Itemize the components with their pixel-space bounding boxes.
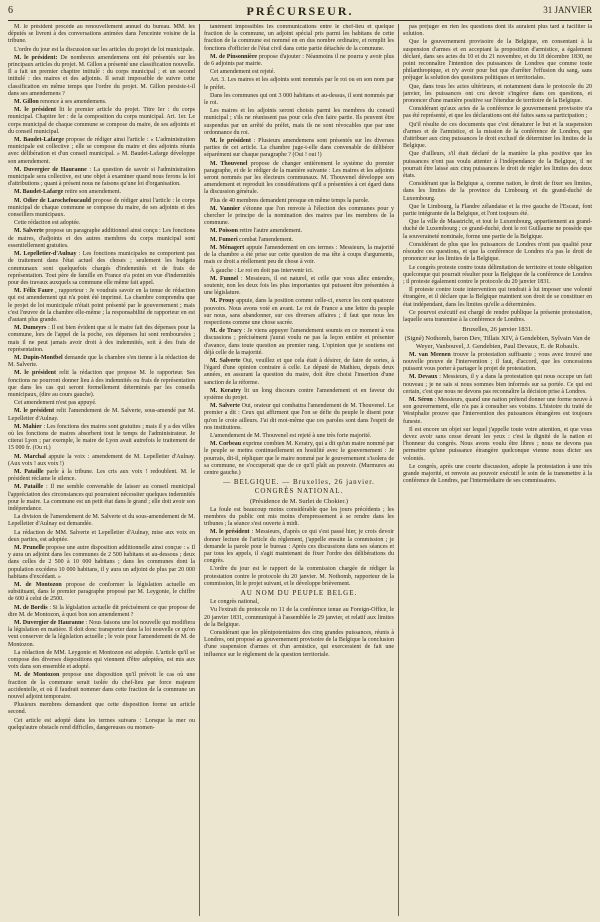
speaker-name: M. Funnel (210, 275, 239, 282)
paragraph-text: À gauche : Le roi en doit pas intervenir ici. (210, 267, 314, 274)
speaker-name: M. de Pinsonnière (210, 53, 258, 60)
newspaper-title: PRÉCURSEUR. (246, 4, 354, 18)
article-paragraph (403, 122, 592, 151)
paragraph-text: Que le Limbourg, la Flandre zélandaise et la rive gauche de l'Escaut, font partie intégrante de la Belgique, et l'ont toujours été. (403, 203, 592, 218)
article-paragraph (8, 325, 195, 354)
speaker-name: M. Dupin-Montbel (14, 354, 63, 361)
speaker-name: M. Prouy (210, 298, 235, 305)
article-paragraph (204, 630, 394, 659)
paragraph-text: Qu'il résulte de ces documents que c'est dénaturer le but et la suspension d'armes et de l'armistice, et la mission de la conférence de Londres, que d'attribuer aux cinq puissances le droit exclusif de déterminer les limites de la Belgique. (403, 121, 592, 150)
article-paragraph (8, 718, 195, 732)
article-paragraph (8, 55, 195, 98)
article-paragraph (8, 620, 195, 649)
paragraph-text: M. le président procède au renouvellement annuel du bureau. MM. les députés se livrent à des conversations animées dans l'enceinte voisine de la tribune. (8, 24, 195, 45)
speaker-name: M. Poisson (210, 228, 239, 235)
paragraph-text: appuie, dans la position comme celle-ci, exerce les cent quatorze pouvoirs. Nous avons voté en avant. Le roi de France a une lettre du peuple sur nous, sans abandonner, sur ces diverses affaires ; il faut que nous les respections comme une chose sacrée. (204, 298, 394, 326)
paragraph-text: Ce pourvoi exécutif est chargé de rendre publique la présente protestation, laquelle sera transmise à la conférence de Londres. (403, 309, 592, 323)
speaker-name: M. Pataille (14, 468, 44, 475)
paragraph-text: relit la rédaction que propose M. le rapporteur. Ses fonctions ne pourront donner lieu à des indemnités ou frais de représentation que dans les cas qui seront formellement déterminés par les conseils municipaux, (dire au cours gauche). (8, 370, 195, 398)
paragraph-text: propose de rédiger ainsi l'article : le corps municipal de chaque commune se compose du maire, de ses adjoints et des conseillers municipaux. (8, 197, 195, 219)
paragraph-text: : Messieurs, il est naturel, et celle que vous allez entendre, soutenir, non les deux fois les plus importantes qui puissent être présentées à une législature. (204, 275, 394, 297)
paragraph-text: La division de l'amendement de M. Salverte et du sous-amendement de M. Lepelletier d'Aulnay est demandée. (8, 514, 195, 528)
article-paragraph (204, 24, 394, 53)
paragraph-text: Dans les communes qui ont 3 000 habitans et au-dessus, il sont nommés par le roi. (204, 92, 394, 107)
speaker-name: M. le président (14, 408, 55, 415)
paragraph-text: : Messieurs, il y a dans la protestation qui nous occupe un fait nouveau ; je ne sais si nous sommes bien informés sur sa portée. Ce qui est certain, c'est que nous ne devons pas reconnaître la décision prise à Londres. (403, 374, 592, 395)
speaker-name: M. de Bordis (14, 604, 48, 611)
article-paragraph (403, 204, 592, 218)
paragraph-text: relit l'amendement de M. Salverte, sous-amendé par M. Lepelletier d'Aulnay. (8, 408, 195, 422)
article-paragraph (8, 107, 195, 136)
article-paragraph (8, 650, 195, 672)
speaker-name: M. Prunelle (14, 545, 45, 552)
paragraph-text: lit le premier article du projet. Titre Ier : du corps municipal. Chapitre Ier : de la composition du corps municipal. Art. 1er. Le corps municipal de chaque commune se compose du maire, de ses adjoints et du conseil municipal. (8, 107, 195, 135)
speaker-name: M. Fumeri (210, 236, 238, 243)
article-paragraph (403, 287, 592, 309)
column-1 (8, 24, 195, 916)
speaker-name: M. Corbeau (210, 441, 242, 448)
paragraph-text: (Présidence de M. Surlet de Chokier.) (249, 497, 349, 505)
article-paragraph (204, 245, 394, 267)
paragraph-text: Plusieurs membres demandent que cette disposition forme un article second. (8, 702, 195, 716)
article-paragraph (8, 582, 195, 604)
paragraph-text: trouve la protestation suffisante ; vous avez trouvé une nouvelle preuve de l'intervention ; il faut, d'accord, que les concessions puissent vous porter à partager le projet de protestation. (403, 351, 592, 373)
article-paragraph (8, 220, 195, 227)
paragraph-text: propose de changer entièrement le système du premier paragraphe, et de le rédiger de la manière suivante : Les maires et les adjoints seront nommés par les électeurs communaux. M. Thouvenel développe son amendement et reproduit les considérations qu'il a présentées à cet égard dans la discussion générale. (204, 160, 394, 196)
article-paragraph (204, 388, 394, 402)
paragraph-text: appuie la voix : amendement de M. Lepelletier d'Aulnay. (Aux voix ! aux voix !) (8, 453, 195, 467)
article-paragraph (403, 219, 592, 241)
paragraph-text: Que d'ailleurs, s'il était déclaré de la manière la plus positive que les puissances n'ont pas voulu attenter à l'indépendance de la Belgique, il ne pourrait être laissé aux cinq puissances le droit de régler les limites des deux états. (403, 151, 592, 180)
paragraph-text: La foule est beaucoup moins considérable que les jours précédents ; les membres du public ont mis moins d'empressement à se rendre dans les tribunes ; la séance s'est ouverte à midi. (204, 506, 394, 528)
paragraph-text: : Je viens appuyer l'amendement soumis en ce moment à vos discussions ; précisément j'aurai voulu ne pas la leçon entière et présenter d'avance, dans toute question au premier rang. L'opinion que je soutiens est déjà celle de la majorité. (204, 328, 394, 356)
article-paragraph (204, 77, 394, 91)
article-paragraph (8, 47, 195, 54)
speaker-name: M. Félix Faure (14, 288, 54, 295)
article-paragraph (204, 607, 394, 629)
speaker-name: M. Baudet-Lafarge (14, 137, 64, 144)
paragraph-text: Le congrès, après une courte discussion, adopte la protestation à une très grande majorité, et renvoie au pouvoir exécutif le soin de la transmettre à la conférence de Londres, par l'intermédiaire de ses commissaires. (403, 463, 592, 485)
article-paragraph (204, 276, 394, 298)
paragraph-text: : Les fonctions municipales ne comportent pas de traitement dans l'état actuel des choses ; seulement les budgets communaux sont quelquefois chargés d'indemnités et de frais de représentation. Tout père de famille en France n'a point en vue d'indemnités pour des travaux auxquels sa commune elle même fait appel. (8, 251, 195, 286)
article-paragraph (403, 326, 592, 333)
article-paragraph (403, 265, 592, 287)
article-paragraph (204, 206, 394, 228)
column-3 (403, 24, 592, 916)
paragraph-text: — BELGIQUE. — Bruxelles, 26 janvier. (223, 478, 375, 487)
paragraph-text: Art. 3. Les maires et les adjoints sont nommés par le roi ou en son nom par le préfet. (204, 77, 394, 91)
speaker-name: M. Gillon (14, 99, 39, 106)
speaker-name: M. Duvergier de Hauranne (14, 620, 84, 627)
paragraph-text: , rapporteur : Je voudrais savoir en la tenue de rédaction qui est amendement qui n'a point été imprimé. La chambre comprendra que le projet de loi municipale n'était point présenté par le gouvernement ; mais c'est l'œuvre de la chambre elle-même ; la responsabilité de rapporteur en est d'autant plus grande. (8, 288, 195, 323)
article-paragraph (403, 335, 592, 349)
paragraph-text: retire l'autre amendement. (239, 228, 303, 235)
article-paragraph (8, 99, 195, 106)
speaker-name: M. Dumeyrs (14, 325, 47, 332)
article-paragraph (204, 498, 394, 505)
speaker-name: M. Salverte (210, 403, 240, 410)
paragraph-text: pas préjuger en rien les questions dont ils auraient plus tard à faciliter la solution. (403, 24, 592, 38)
paragraph-text: Cet article est adopté dans les termes suivans : Lorsque la mer ou quelqu'autre obstacle rend difficiles, dangereuses ou momen- (8, 717, 195, 731)
paragraph-text: combat l'amendement. (239, 236, 294, 243)
article-paragraph (403, 181, 592, 203)
article-paragraph (8, 702, 195, 716)
article-paragraph (204, 108, 394, 137)
paragraph-text: Considérant de plus que les puissances de Londres n'ont pas qualité pour résoudre ces questions, et que la conférence de Londres n'a pas le droit de prononcer sur les limites de la Belgique. (403, 241, 592, 263)
article-paragraph (8, 400, 195, 407)
article-paragraph (204, 54, 394, 68)
article-paragraph (403, 374, 592, 396)
article-paragraph (204, 237, 394, 244)
paragraph-text: Plus de 40 membres demandent presque en même temps la parole. (210, 197, 370, 204)
paragraph-text: tanément impossibles les communications entre le chef-lieu et quelque fraction de la commune, un adjoint spécial pris parmi les habitans de cette fraction de la commune est nommé en en dus nombre ordinaire, et remplit les fonctions d'officier de l'état civil dans cette partie détachée de la commune. (204, 24, 394, 52)
article-paragraph (8, 355, 195, 369)
article-paragraph (403, 151, 592, 180)
paragraph-text: AU NOM DU PEUPLE BELGE. (240, 589, 358, 598)
article-paragraph (403, 24, 592, 38)
paragraph-text: : Nous faisons une loi nouvelle qui modifiera la législation en matière. Il doit donc transporter dans la loi nouvelle ce qu'on veut conserver de la législation actuelle ; le voie pour l'amendement de M. de Montozon. (8, 620, 195, 648)
article-paragraph (403, 352, 592, 374)
speaker-name: M. Pataille (14, 484, 44, 491)
issue-date: 31 JANVIER (543, 5, 592, 15)
paragraph-text: La rédaction de MM. Salverte et Lepelletier d'Aulnay, mise aux voix en deux parties, est adoptée. (8, 529, 195, 543)
paragraph-text: : Messieurs, d'après ce qui s'est passé hier, je crois devoir donner lecture de l'article du règlement, j'appelle ensuite la commission ; je demande la parole pour le bureau : Après ces discussions dans ses séances et par tous les appels, il s'agit maintenant de fixer l'ordre des délibérations du congrès. (204, 529, 394, 565)
speaker-name: M. Mahier (14, 423, 42, 430)
speaker-name: M. Ménagert (210, 244, 245, 251)
article-paragraph (204, 69, 394, 76)
speaker-name: M. de Montozon (14, 582, 62, 589)
page-header (8, 4, 592, 20)
paragraph-text: propose de conformer la législation actuelle en substituant, dans le premier paragraphe proposé par M. Leygonie, le chiffre de 600 à celui de 2500. (8, 582, 195, 603)
paragraph-text: propose un paragraphe additionnel ainsi conçu : Les fonctions de maires, d'adjoints et des autres membres du corps municipal sont essentiellement gratuites. (8, 228, 195, 249)
article-paragraph (403, 427, 592, 463)
paragraph-text: retire son amendement. (64, 189, 121, 196)
article-paragraph (8, 672, 195, 701)
paragraph-text: : Il me semble convenable de laisser au conseil municipal l'appréciation des circonstances qui pourraient nécessiter quelques indemnités pour le maire. La commune est un petit état dans le grand ; elle doit avoir son indépendance. (8, 484, 195, 512)
paragraph-text: appuie l'amendement en ces termes : Messieurs, la majorité de la chambre a été prise sur cette question de ma tête à coups d'arguments, mais ce droit a réellement peu de chose à voir. (204, 244, 394, 266)
paragraph-text: : Les fonctions des maires sont gratuites ; mais il y a des villes où les fonctions de maires absorbent tout le temps de l'administrateur. Je citerai Lyon ; par exemple, le maire de Lyon avait autrefois le traitement de 15 000 fr. (Ou ri.) (8, 423, 195, 452)
paragraph-text: s'étonne que l'on renvoie à l'élection des communes pour y chercher le principe de la nomination des maires par les membres de la commune. (204, 205, 394, 227)
paragraph-text: : La question de savoir si l'administration municipale sera collective, est une objet à examiner quand nous ferons la loi d'attributions ; quant à présent nous ne faisons qu'une loi d'organisation. (8, 166, 195, 188)
article-paragraph (204, 298, 394, 327)
paragraph-text: Il est encore un objet sur lequel j'appelle toute votre attention, et que vous devez avoir sans cesse devant les yeux : c'est la dignité de la nation et l'honneur du congrès. Nous avons voulu être libres ; nous ne devons pas permettre qu'une puissance étrangère quelconque vienne nous dicter ses volontés. (403, 426, 592, 462)
article-paragraph (403, 106, 592, 120)
column-divider (398, 24, 399, 916)
speaker-name: M. Thouvenel (210, 160, 248, 167)
article-paragraph (204, 93, 394, 107)
paragraph-text: Oui, veuillez et que cela était à désirer, de faire de sortes, à l'égard d'une opinion contraire à celle. Le député de Mathieu, depuis deux années, en assurant la question du maire, doit être choisi l'insertion d'une sanction de la réforme. (204, 357, 394, 386)
paragraph-text: Bruxelles, 26 janvier 1831. (462, 326, 533, 334)
speaker-name: M. le président: (14, 54, 58, 61)
article-paragraph (204, 138, 394, 160)
paragraph-text: propose d'ajouter : Néanmoins il ne pourra y avoir plus de 6 adjoints par mairie. (204, 53, 394, 68)
article-paragraph (8, 24, 195, 46)
article-paragraph (204, 358, 394, 387)
article-paragraph (403, 397, 592, 426)
paragraph-text: Que le gouvernement provisoire de la Belgique, en consentant à la suspension d'armes et en acceptant la proposition d'armistice, a également déclaré, dans ses actes du 10 et du 21 novembre, et du 18 décembre 1830, ne point reconnaître l'intention des puissances de Londres que comme toute philanthropique, et n'y avoir pour but que d'arrêter l'effusion du sang, sans préjuger la solution des questions politiques et territoriales. (403, 39, 592, 82)
paragraph-text: Cet amendement n'est pas appuyé. (14, 400, 97, 407)
paragraph-text: CONGRÈS NATIONAL. (254, 487, 344, 496)
paragraph-text: Que, dans tous les actes ultérieurs, et notamment dans le protocole du 20 janvier, les puissances ont cru devoir s'ingérer dans ces questions, et prononcer d'une manière positive sur l'étendue de territoire de la Belgique. (403, 83, 592, 105)
speaker-name: M. le président (210, 529, 250, 536)
article-paragraph (8, 137, 195, 166)
speaker-name: M. Odier de Larochefoucauld (14, 197, 91, 204)
paragraph-text: L'ordre du jour est la discussion sur les articles du projet de loi municipale. (14, 46, 195, 53)
article-paragraph (204, 328, 394, 357)
article-paragraph (403, 464, 592, 486)
paragraph-text: Il proteste contre toute intervention qui tendrait à lui imposer une volonté étrangère, et il déclare que la Belgique maintient son droit de se constituer en état indépendant, dans les limites qu'elle a déterminées. (403, 287, 592, 308)
speaker-name: M. Devaux (409, 374, 438, 381)
article-paragraph (204, 161, 394, 197)
speaker-name: M. de Montozon (14, 672, 60, 679)
paragraph-text: exprime combien M. Keratry, qui a dit qu'un maire nommé par le peuple se mettra continuellement en hostilité avec le gouvernement : Je pourrais, dit-il, répliquer que le maire nommé par le gouvernement s'isolera de sa commune, ne s'occuperait que de ce qu'il plaît au pouvoir. (Murmures au centre gauche.) (204, 441, 394, 476)
article-paragraph (204, 433, 394, 440)
speaker-name: M. Baudet-Lafarge (14, 189, 64, 196)
article-paragraph (8, 530, 195, 544)
section-heading (204, 479, 394, 486)
speaker-name: M. Vannier (210, 205, 241, 212)
paragraph-text: : Si la législation actuelle dit précisément ce que propose de dire M. de Montozon, à quoi bon son amendement ? (8, 604, 195, 618)
article-paragraph (8, 484, 195, 513)
article-paragraph (8, 454, 195, 468)
paragraph-text: Cette rédaction est adoptée. (14, 220, 81, 227)
article-paragraph (204, 441, 394, 477)
article-paragraph (8, 424, 195, 453)
article-paragraph (8, 167, 195, 189)
paragraph-text: Considérant que la Belgique a, comme nation, le droit de fixer ses limites, dans les limites de la province du Limbourg et du grand-duché de Luxembourg. (403, 181, 592, 202)
article-paragraph (403, 39, 592, 82)
column-divider (199, 24, 200, 916)
speaker-name: M. de Tracy (210, 328, 242, 335)
speaker-name: M. Keratry (210, 387, 241, 394)
section-heading (204, 488, 394, 495)
paragraph-text: propose de rédiger ainsi l'article : « L'administration municipale est collective ; elle se compose du maire et des adjoints réunis avec délibération et d'un conseil municipal. » M. Baudet-Lafarge développe son amendement. (8, 137, 195, 165)
paragraph-text: De nombreux amendemens ont été présentés sur les principaux articles du projet. M. Gillon a présenté une classification nouvelle. Il a fait un premier chapitre intitulé : du corps municipal ; et un second intitulé : des maires et des adjoints. Il serait impossible de suivre cette classification en même temps que l'ordre du projet. M. Gillon persiste-t-il dans ses amendemens ? (8, 54, 195, 97)
article-paragraph (204, 403, 394, 432)
article-paragraph (8, 545, 195, 581)
section-heading (204, 590, 394, 597)
article-paragraph (8, 370, 195, 399)
speaker-name: M. le président (14, 370, 57, 377)
article-paragraph (204, 507, 394, 529)
speaker-name: M. Lepelletier-d'Aulnay (14, 251, 77, 258)
article-paragraph (204, 529, 394, 565)
speaker-name: M. Salverte (14, 228, 44, 235)
paragraph-text: : Messieurs, quand une nation prétend donner une forme neuve à son gouvernement, elle n'a pas à consulter ses voisins. L'histoire du traité de Westphalie prouve que l'intervention des puissances étrangères est toujours funeste. (403, 396, 592, 425)
header-rule (8, 20, 592, 21)
article-paragraph (8, 514, 195, 528)
paragraph-text: propose une autre disposition additionnelle ainsi conçue : « Il y aura un adjoint dans les communes de 2 500 habitans et au-dessous ; deux dans celles de 2 500 à 10 000 habitans ; dans les communes dont la population excédera 10 000 habitans, il y aura un adjoint de plus par 20 000 habitans d'excédant. » (8, 545, 195, 580)
speaker-name: M. van Meenen (409, 351, 451, 358)
paragraph-text: demande que la chambre s'en tienne à la rédaction de M. Salverte. (8, 354, 195, 369)
article-paragraph (8, 251, 195, 287)
paragraph-text: Vu l'extrait du protocole no 11 de la conférence tenue au Foreign-Office, le 20 janvier 1831, communiqué à l'assemblée le 29 janvier, et relatif aux limites de la Belgique. (204, 607, 394, 628)
paragraph-text: Que la ville de Maastricht, et tout le Luxembourg, appartiennent au grand-duché de Luxembourg ; ce grand-duché, dont le roi Guillaume ne possède que la souveraineté nominale, forme une partie de la Belgique. (403, 219, 592, 240)
article-paragraph (204, 268, 394, 275)
paragraph-text: lit un long discours contre l'amendement et en faveur du système du projet. (204, 387, 394, 401)
speaker-name: M. Salverte (210, 357, 241, 364)
speaker-name: M. le président (210, 138, 251, 145)
speaker-name: M. Marchal (14, 453, 46, 460)
article-paragraph (204, 599, 394, 606)
paragraph-text: Le congrès national, (210, 599, 259, 606)
article-paragraph (8, 198, 195, 220)
paragraph-text: Oui, orateur qui combattra l'amendement de M. Thouvenel. Le premier a dit : Ceux qui affirment que l'on se défie du peuple le disent pour qu'on le croie ailleurs. J'ai dit moi-même que ces paroles sont dans l'esprit de nos institutions. (204, 403, 394, 431)
page-number: 6 (8, 5, 13, 16)
paragraph-text: renonce à ses amendemens. (40, 99, 107, 106)
article-paragraph (403, 242, 592, 264)
paragraph-text: : Plusieurs amendemens sont présentés sur les diverses parties de cet article. La chambre juge-t-elle dans convenable de délibérer séparément sur chaque paragraphe ? (Oui ! oui !) (204, 138, 394, 159)
article-paragraph (8, 408, 195, 422)
paragraph-text: L'amendement de M. Thouvenel est rejeté à une très forte majorité. (210, 432, 372, 439)
article-paragraph (204, 228, 394, 235)
paragraph-text: Considérant qu'aux actes de la conférence le gouvernement provisoire n'a pas été représenté, et que les déclarations ont été faites sans sa participation ; (403, 106, 592, 120)
paragraph-text: : Il est bien évident que si le maire fait des dépenses pour la commune, lors de l'appel de la poche, ces dépenses lui sont remboursées ; mais il ne peut jamais avoir droit à des indemnités, soit à des frais de représentation. (8, 325, 195, 353)
paragraph-text: (Signé) Nothomb, baron Dev, Tillais XIV, à Gendebien, Sylvain Van de Weyer, Vanbouvel, J. Gendebien, Paul Devaux, E. de Robaulx. (404, 335, 591, 350)
paragraph-text: Cet amendement est rejeté. (210, 69, 275, 76)
article-paragraph (403, 310, 592, 324)
paragraph-text: propose une disposition qu'il prévoit le cas où une fraction de la commune serait isolée du chef-lieu par force majeure accidentelle, et où il faudrait nommer dans cette fraction de la commune un nouvel adjoint temporaire. (8, 672, 195, 701)
paragraph-text: parle à la tribune. Les cris aux voix ! redoublent. M. le président réclame le silence. (8, 468, 195, 483)
article-paragraph (204, 566, 394, 588)
article-paragraph (8, 605, 195, 619)
article-paragraph (204, 198, 394, 205)
speaker-name: M. Duvergier de Hauranne (14, 166, 87, 173)
speaker-name: M. Séron (409, 396, 433, 403)
speaker-name: M. le président (14, 107, 57, 114)
paragraph-text: Le congrès proteste contre toute délimitation de territoire et toute obligation quelconque qui pourrait résulter pour la Belgique de la conférence de Londres ; il proteste également contre le protocole du 20 janvier 1831. (403, 264, 592, 285)
article-paragraph (8, 189, 195, 196)
article-paragraph (403, 84, 592, 106)
paragraph-text: Les maires et les adjoints seront choisis parmi les membres du conseil municipal ; s'ils ne réunissent pas pour cela d'en faire partie. Ils peuvent être suspendus par un arrêté du préfet, mais ils ne sont révocables que par une ordonnance du roi. (204, 108, 394, 136)
article-paragraph (8, 469, 195, 483)
article-paragraph (8, 228, 195, 250)
paragraph-text: Considérant que les plénipotentiaires des cinq grandes puissances, réunis à Londres, ont proposé au gouvernement provisoire de la Belgique la conclusion d'une suspension d'armes et d'un armistice, qui exerceraient de fait une influence sur le règlement de la question territoriale. (204, 630, 394, 658)
article-paragraph (8, 288, 195, 324)
column-2 (204, 24, 394, 916)
paragraph-text: La rédaction de MM. Leygonie et Montozon est adoptée. L'article qu'il se compose des diverses dispositions qui viennent d'être adoptées, est mis aux voix dans son ensemble et adopté. (8, 649, 195, 671)
paragraph-text: L'ordre du jour est le rapport de la commission chargée de rédiger la protestation contre le protocole du 20 janvier. M. Nothomb, rapporteur de la commission, lit le projet suivant, et le développe brièvement. (204, 566, 394, 587)
